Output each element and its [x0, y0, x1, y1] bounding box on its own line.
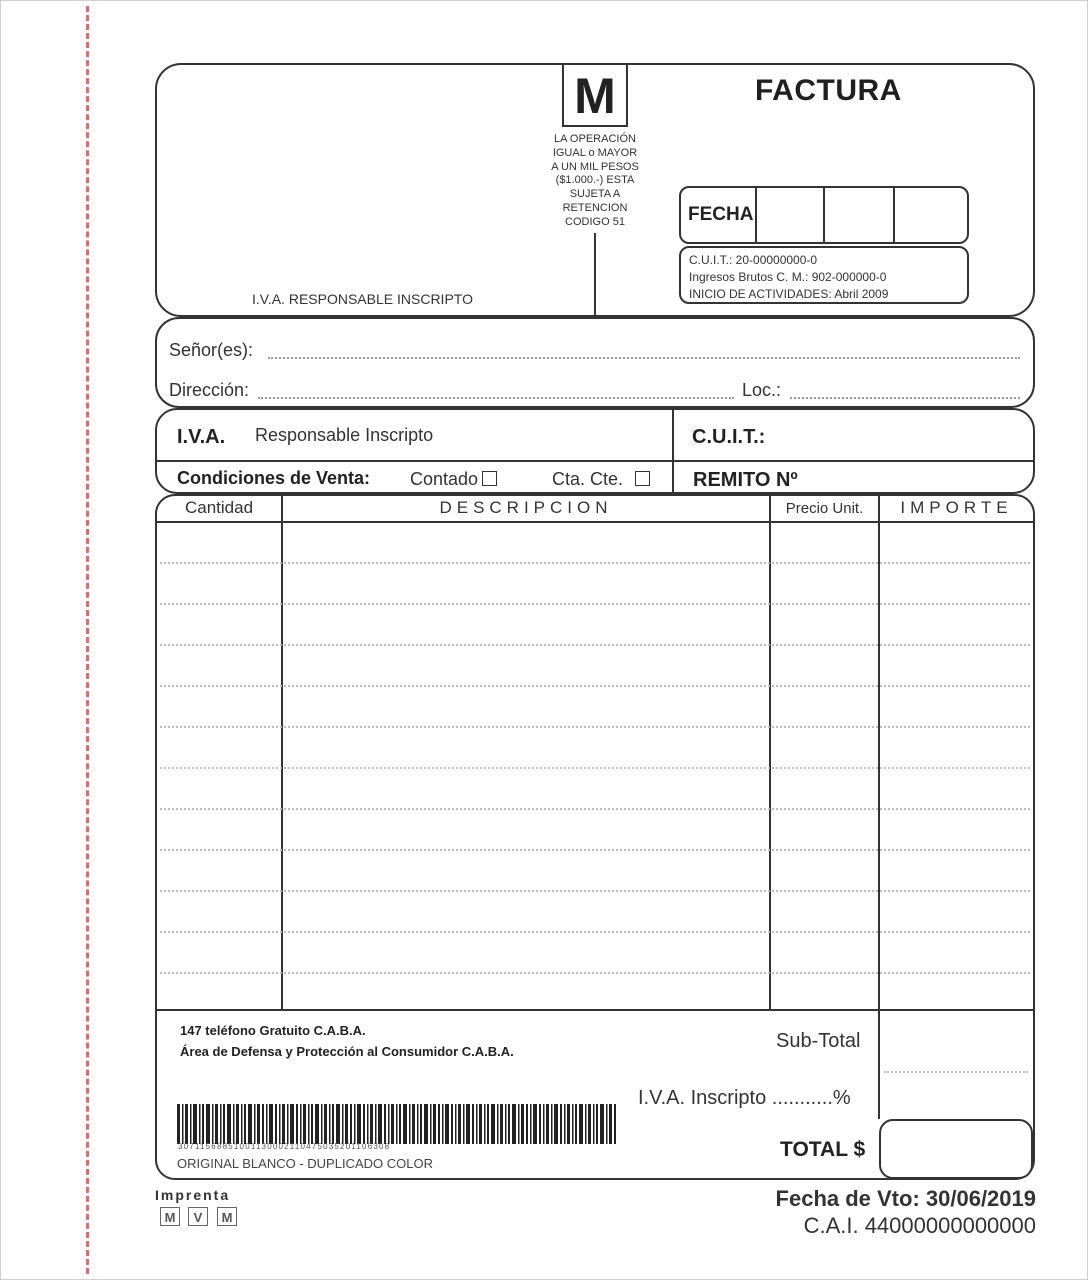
fecha-label: FECHA [688, 204, 754, 225]
issuer-cuit: C.U.I.T.: 20-00000000-0 [689, 253, 818, 267]
invoice-letter: M [562, 63, 628, 127]
barcode [177, 1104, 617, 1144]
iva-value: Responsable Inscripto [255, 425, 434, 445]
contado-checkbox[interactable] [482, 471, 497, 486]
printer-logo-letter: M [160, 1207, 180, 1226]
iva-condition: I.V.A. RESPONSABLE INSCRIPTO [252, 291, 473, 307]
cai-number: C.A.I. 44000000000000 [803, 1213, 1036, 1238]
table-row[interactable] [160, 890, 1030, 892]
printer-name: Imprenta [155, 1187, 231, 1203]
table-row[interactable] [160, 726, 1030, 728]
loc-field[interactable] [790, 397, 1020, 399]
printer-logo-letter: V [188, 1207, 208, 1226]
table-row[interactable] [160, 931, 1030, 933]
fecha-day-field[interactable] [823, 187, 825, 242]
tax-divider [157, 460, 1033, 462]
total-field[interactable] [879, 1119, 1033, 1179]
retention-note: LA OPERACIÓN IGUAL o MAYOR A UN MIL PESOS ($1.000.-) ESTA SUJETA A RETENCION CODIGO 51 [551, 133, 639, 228]
col-header-precio-unit: Precio Unit. [785, 500, 864, 517]
table-header-line [157, 521, 1033, 523]
fecha-vto: Fecha de Vto: 30/06/2019 [775, 1186, 1036, 1211]
loc-label: Loc.: [742, 380, 782, 400]
senores-field[interactable] [268, 357, 1020, 359]
contado-option[interactable] [410, 469, 497, 490]
remito-label: REMITO Nº [693, 469, 798, 491]
col-header-descripcion: DESCRIPCION [439, 498, 613, 517]
issuer-ingresos-brutos: Ingresos Brutos C. M.: 902-000000-0 [689, 270, 887, 284]
subtotal-label: Sub-Total [776, 1030, 861, 1052]
direccion-label: Dirección: [169, 380, 250, 400]
fecha-month-field[interactable] [893, 187, 895, 242]
iva-inscripto-label: I.V.A. Inscripto ...........% [638, 1087, 851, 1109]
perforation-line [86, 6, 89, 1274]
cta-cte-label: Cta. Cte. [552, 469, 624, 489]
col-divider-precio [878, 495, 880, 1119]
fecha-divider [755, 187, 757, 242]
phone-note: 147 teléfono Gratuito C.A.B.A. [180, 1023, 366, 1038]
printer-logo-letter: M [217, 1207, 237, 1226]
direccion-field[interactable] [258, 397, 734, 399]
issuer-inicio-actividades: INICIO DE ACTIVIDADES: Abril 2009 [689, 287, 889, 301]
invoice-title: FACTURA [755, 74, 902, 107]
total-label: TOTAL $ [780, 1138, 866, 1161]
table-row[interactable] [160, 644, 1030, 646]
table-row[interactable] [160, 849, 1030, 851]
table-row[interactable] [160, 808, 1030, 810]
cta-cte-option[interactable] [552, 469, 650, 490]
tax-column-divider [672, 409, 674, 493]
table-row[interactable] [160, 685, 1030, 687]
copies-note: ORIGINAL BLANCO - DUPLICADO COLOR [177, 1156, 433, 1171]
issuer-info [679, 246, 969, 304]
cuit-label: C.U.I.T.: [692, 426, 766, 448]
cta-cte-checkbox[interactable] [635, 471, 650, 486]
conditions-label: Condiciones de Venta: [177, 468, 371, 488]
iva-label: I.V.A. [177, 426, 226, 448]
contado-label: Contado [410, 469, 479, 489]
consumer-note: Área de Defensa y Protección al Consumidor C.A.B.A. [180, 1044, 514, 1059]
barcode-number: 30711568851001130002110475035201106308 [178, 1142, 391, 1151]
col-header-importe: IMPORTE [900, 498, 1013, 517]
col-header-cantidad: Cantidad [184, 498, 254, 517]
table-row[interactable] [160, 603, 1030, 605]
client-section [155, 317, 1035, 408]
items-table [155, 494, 1035, 1180]
senores-label: Señor(es): [169, 340, 254, 360]
table-row[interactable] [160, 562, 1030, 564]
letter-divider [594, 233, 596, 317]
table-row[interactable] [160, 972, 1030, 974]
subtotal-field[interactable] [884, 1071, 1028, 1073]
table-row[interactable] [160, 767, 1030, 769]
table-footer-line [157, 1009, 1033, 1011]
